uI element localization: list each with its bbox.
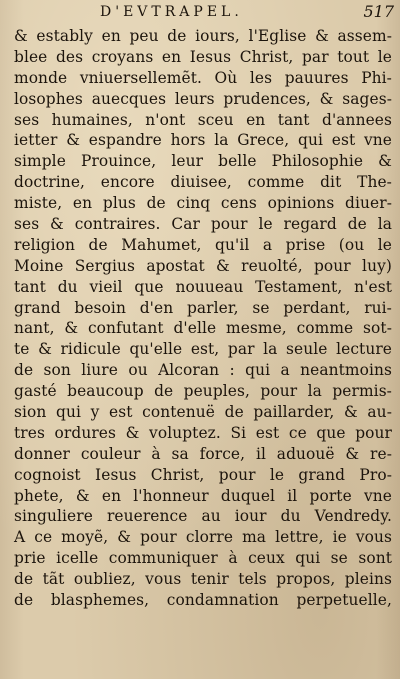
text-line: phete, & en l'honneur duquel il porte vne (14, 486, 392, 505)
text-line: & estably en peu de iours, l'Eglise & assem- (14, 27, 392, 45)
text-line: ses humaines, n'ont sceu en tant d'annees (14, 110, 392, 129)
text-line: singuliere reuerence au iour du Vendredy. (14, 507, 392, 526)
text-line: losophes auecques leurs prudences, & sages- (14, 89, 392, 108)
text-line: ietter & espandre hors la Grece, qui est vne (14, 131, 392, 150)
running-head: D'EVTRAPEL. (100, 4, 243, 20)
text-line: sion qui y est contenuë de paillarder, & au- (14, 403, 392, 422)
text-line: A ce moyẽ, & pour clorre ma lettre, ie vous (14, 528, 392, 547)
text-line: donner couleur à sa force, il aduouë & re- (14, 444, 392, 463)
text-line: gasté beaucoup de peuples, pour la permis- (14, 382, 392, 401)
text-line: de tãt oubliez, vous tenir tels propos, pleins (14, 570, 392, 589)
text-line: religion de Mahumet, qu'il a prise (ou le (14, 235, 392, 254)
text-line: cognoist Iesus Christ, pour le grand Pro- (14, 465, 392, 484)
text-line: doctrine, encore diuisee, comme dit The- (14, 173, 392, 192)
text-line: simple Prouince, leur belle Philosophie & (14, 152, 392, 171)
page-header (0, 4, 400, 22)
text-line: de son liure ou Alcoran : qui a neantmoins (14, 361, 392, 380)
text-line: blee des croyans en Iesus Christ, par tout le (14, 47, 392, 66)
text-line: Moine Sergius apostat & reuolté, pour luy) (14, 256, 392, 275)
text-line: prie icelle communiquer à ceux qui se sont (14, 549, 392, 568)
text-line: miste, en plus de cinq cens opinions diuer- (14, 194, 392, 213)
text-line: tant du vieil que nouueau Testament, n'est (14, 277, 392, 296)
text-line: monde vniuersellemẽt. Où les pauures Phi- (14, 68, 392, 87)
text-line: de blasphemes, condamnation perpetuelle, (14, 591, 392, 610)
text-line: te & ridicule qu'elle est, par la seule lecture (14, 340, 392, 359)
body-text (14, 26, 392, 611)
text-line: grand besoin d'en parler, se perdant, rui- (14, 298, 392, 317)
text-line: ses & contraires. Car pour le regard de la (14, 215, 392, 234)
page-number: 517 (363, 2, 394, 21)
text-line: tres ordures & voluptez. Si est ce que pour (14, 423, 392, 442)
text-line: nant, & confutant d'elle mesme, comme sot- (14, 319, 392, 338)
